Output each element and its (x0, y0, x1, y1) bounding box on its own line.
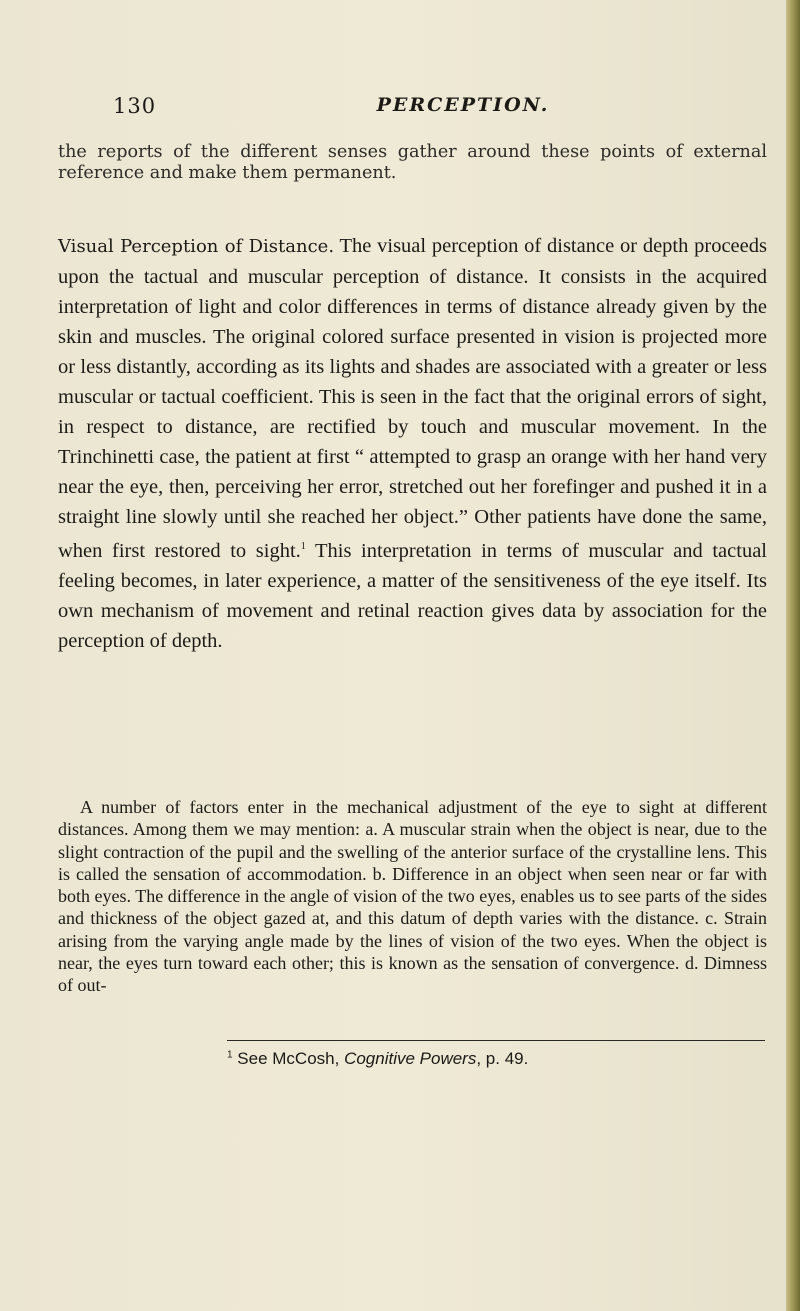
footnote-prefix: See McCosh, (232, 1049, 345, 1068)
section-heading: Visual Perception of Distance. (58, 236, 335, 257)
footnote-title: Cognitive Powers (344, 1049, 477, 1068)
page-number: 130 (113, 94, 157, 118)
footnote-reference: 1 (300, 541, 306, 552)
footnote (227, 1049, 528, 1069)
running-head: PERCEPTION. (376, 94, 550, 116)
paragraph-body-tail: This interpretation in terms of muscular and tactual feeling becomes, in later experience, a matter of the sensitiveness of the eye itself. Its own mechanism of movement and retinal reaction gives data by association for the perception of depth. (58, 539, 767, 652)
page-header (113, 94, 763, 124)
footnote-suffix: , p. 49. (476, 1049, 529, 1068)
footnote-marker: 1 (227, 1049, 233, 1061)
paragraph-visual-perception (58, 231, 767, 656)
paragraph-continuation: the reports of the different senses gather around these points of external reference and make them permanent. (58, 142, 767, 183)
paragraph-body: The visual perception of distance or depth proceeds upon the tactual and muscular perception of distance. It consists in the acquired interpretation of light and color differences in terms of distance already given by the skin and muscles. The original colored surface presented in vision is projected more or less distantly, according as its lights and shades are associated with a greater or less muscular or tactual coefficient. This is seen in the fact that the original errors of sight, in respect to distance, are rectified by touch and muscular movement. In the Trinchinetti case, the patient at first “ attempted to grasp an orange with her hand very near the eye, then, perceiving her error, stretched out her forefinger and pushed it in a straight line slowly until she reached her object.” Other patients have done the same, when first restored to sight. (58, 235, 767, 562)
paragraph-factors: A number of factors enter in the mechanical adjustment of the eye to sight at different distances. Among them we may mention: a. A muscular strain when the object is near, due to the slight contraction of the pupil and the swelling of the anterior surface of the crystalline lens. This is called the sensation of accommodation. b. Difference in an object when seen near or far with both eyes. The difference in the angle of vision of the two eyes, enables us to see parts of the sides and thickness of the object gazed at, and this datum of depth varies with the distance. c. Strain arising from the varying angle made by the lines of vision of the two eyes. When the object is near, the eyes turn toward each other; this is known as the sensation of convergence. d. Dimness of out- (58, 797, 767, 996)
page-edge (786, 0, 800, 1311)
footnote-rule (227, 1040, 765, 1041)
